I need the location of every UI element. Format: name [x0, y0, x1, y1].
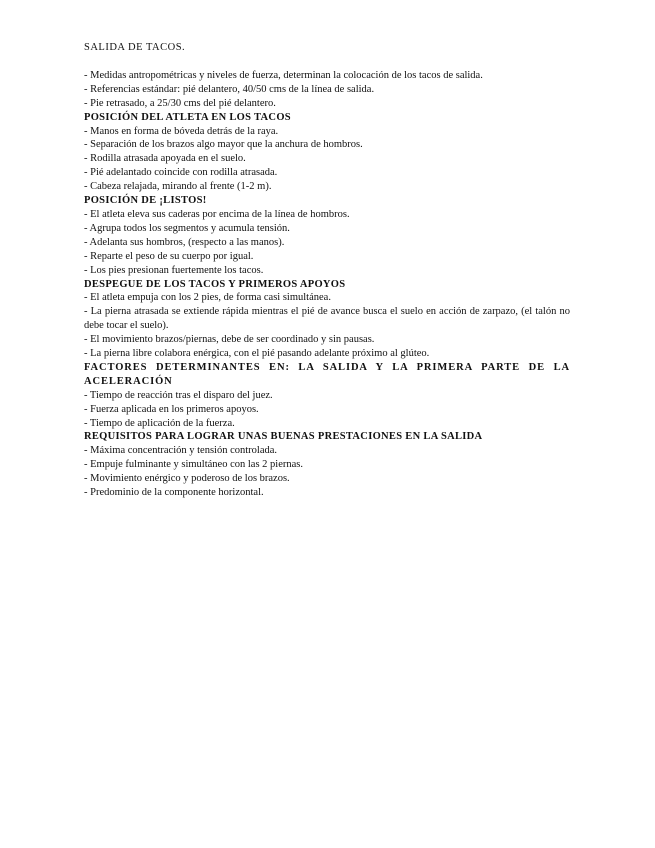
list-item: - El atleta empuja con los 2 pies, de forma casi simultánea.	[84, 292, 331, 304]
section-heading: DESPEGUE DE LOS TACOS Y PRIMEROS APOYOS	[84, 278, 346, 290]
document-page	[84, 41, 570, 500]
section-listos	[84, 194, 570, 277]
list-item: - La pierna atrasada se extiende rápida mientras el pié de avance busca el suelo en acción de zarpazo, (el talón no debe tocar el suelo).	[84, 306, 570, 332]
list-item: - Empuje fulminante y simultáneo con las 2 piernas.	[84, 459, 303, 471]
section-list	[84, 389, 570, 431]
list-item: - Pié adelantado coincide con rodilla atrasada.	[84, 167, 278, 179]
list-item: - Tiempo de aplicación de la fuerza.	[84, 417, 235, 429]
section-list	[84, 444, 570, 500]
list-item: - Separación de los brazos algo mayor que la anchura de hombros.	[84, 139, 363, 151]
section-heading: REQUISITOS PARA LOGRAR UNAS BUENAS PRESTACIONES EN LA SALIDA	[84, 431, 483, 443]
list-item: - Reparte el peso de su cuerpo por igual.	[84, 250, 254, 262]
document-title: SALIDA DE TACOS.	[84, 42, 186, 53]
list-item: - Cabeza relajada, mirando al frente (1-2 m).	[84, 181, 272, 193]
section-factores	[84, 361, 570, 431]
list-item: - Los pies presionan fuertemente los tacos.	[84, 264, 264, 276]
section-despegue	[84, 278, 570, 361]
list-item: - Agrupa todos los segmentos y acumula tensión.	[84, 222, 290, 234]
section-heading: POSICIÓN DEL ATLETA EN LOS TACOS	[84, 111, 291, 123]
section-list	[84, 125, 570, 195]
list-item: - Manos en forma de bóveda detrás de la raya.	[84, 125, 279, 137]
list-item: - Adelanta sus hombros, (respecto a las manos).	[84, 236, 285, 248]
list-item: - El atleta eleva sus caderas por encima de la línea de hombros.	[84, 208, 350, 220]
list-item: - Rodilla atrasada apoyada en el suelo.	[84, 153, 246, 165]
section-atleta-tacos	[84, 111, 570, 194]
list-item: - Tiempo de reacción tras el disparo del juez.	[84, 389, 273, 401]
list-item: - El movimiento brazos/piernas, debe de ser coordinado y sin pausas.	[84, 334, 375, 346]
section-requisitos	[84, 430, 570, 500]
list-item: - Predominio de la componente horizontal.	[84, 487, 264, 499]
list-item: - Movimiento enérgico y poderoso de los brazos.	[84, 473, 290, 485]
intro-list	[84, 69, 570, 111]
intro-item: - Medidas antropométricas y niveles de fuerza, determinan la colocación de los tacos de salida.	[84, 69, 483, 81]
section-list	[84, 208, 570, 278]
list-item: - La pierna libre colabora enérgica, con el pié pasando adelante próximo al glúteo.	[84, 348, 430, 360]
section-heading: POSICIÓN DE ¡LISTOS!	[84, 195, 207, 207]
section-list	[84, 291, 570, 361]
list-item: - Máxima concentración y tensión controlada.	[84, 445, 278, 457]
section-heading: FACTORES DETERMINANTES EN: LA SALIDA Y LA PRIMERA PARTE DE LA ACELERACIÓN	[84, 361, 570, 387]
intro-item: - Pie retrasado, a 25/30 cms del pié delantero.	[84, 97, 276, 109]
list-item: - Fuerza aplicada en los primeros apoyos.	[84, 403, 259, 415]
intro-item: - Referencias estándar: pié delantero, 40/50 cms de la línea de salida.	[84, 83, 375, 95]
